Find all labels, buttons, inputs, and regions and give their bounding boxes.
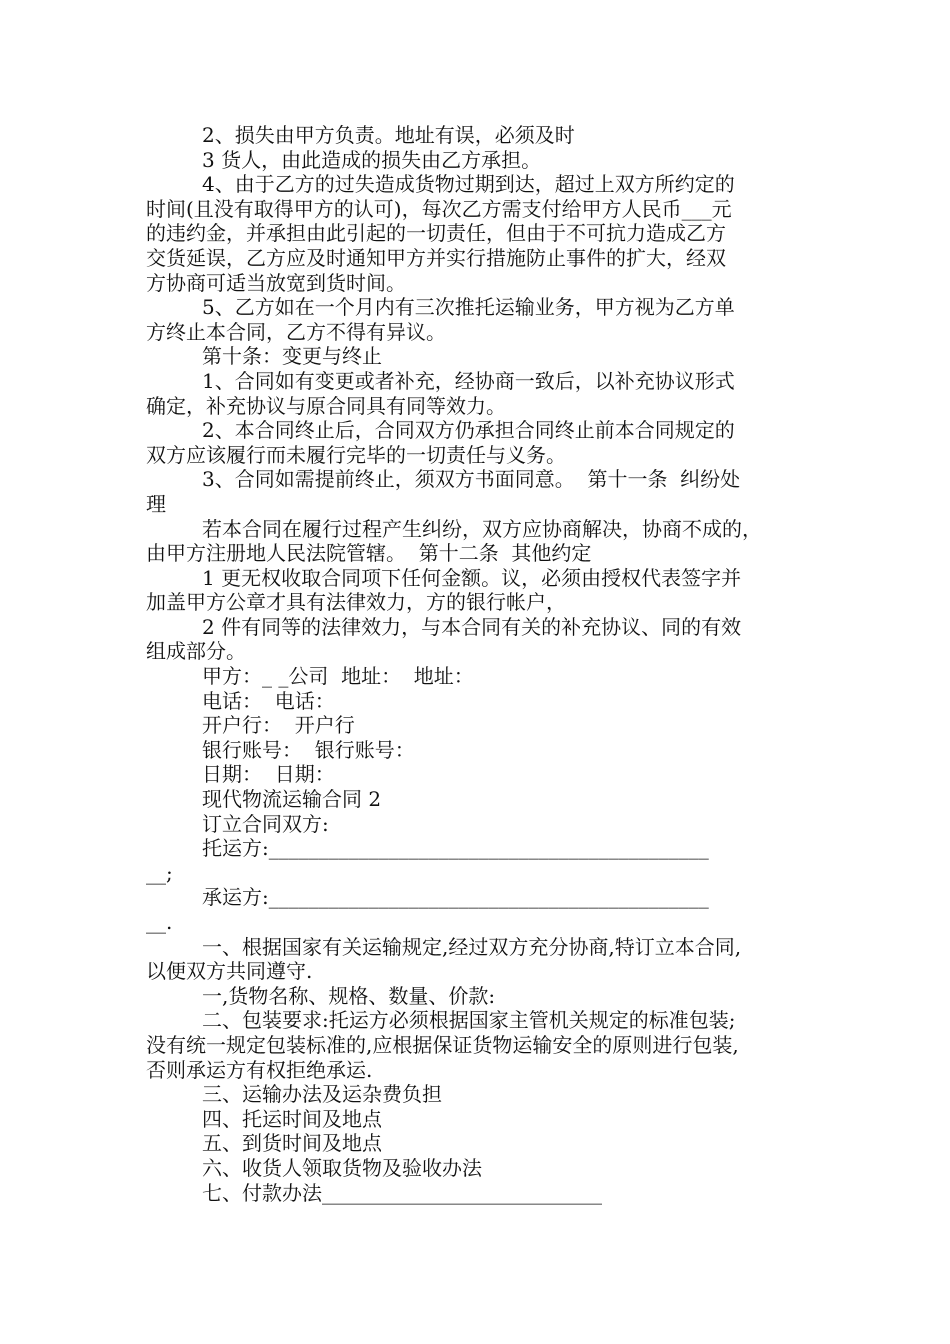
text-line: 加盖甲方公章才具有法律效力，方的银行帐户， <box>146 590 566 615</box>
text-line: 开户行： 开户行 <box>202 713 355 738</box>
document-body <box>146 123 816 1205</box>
text-line: 1、合同如有变更或者补充，经协商一致后，以补充协议形式 <box>202 368 735 393</box>
text-line: 时间(且没有取得甲方的认可)，每次乙方需支付给甲方人民币___元 <box>146 196 732 221</box>
text-line: 双方应该履行而未履行完毕的一切责任与义务。 <box>146 442 566 467</box>
text-line: 1 更无权收取合同项下任何金额。议，必须由授权代表签字并 <box>202 565 742 590</box>
text-line: 3、合同如需提前终止，须双方书面同意。 第十一条 纠纷处 <box>202 467 741 492</box>
text-line: __; <box>146 860 173 885</box>
text-line: 若本合同在履行过程产生纠纷，双方应协商解决，协商不成的， <box>202 516 762 541</box>
text-line: 二、包装要求:托运方必须根据国家主管机关规定的标准包装; <box>202 1008 736 1033</box>
text-line: 的违约金，并承担由此引起的一切责任，但由于不可抗力造成乙方 <box>146 221 726 246</box>
text-line: 第十条：变更与终止 <box>202 344 382 369</box>
text-line: 理 <box>146 491 166 516</box>
text-line: 承运方:____________________________________________ <box>202 885 709 910</box>
text-line: 没有统一规定包装标准的,应根据保证货物运输安全的原则进行包装, <box>146 1032 739 1057</box>
text-line: 托运方:____________________________________________ <box>202 836 709 861</box>
text-line: 2、损失由甲方负责。地址有误，必须及时 <box>202 123 575 147</box>
text-line: 一、根据国家有关运输规定,经过双方充分协商,特订立本合同, <box>202 934 742 959</box>
text-line: 日期： 日期： <box>202 762 335 787</box>
text-line: 由甲方注册地人民法院管辖。 第十二条 其他约定 <box>146 541 592 566</box>
text-line: 否则承运方有权拒绝承运. <box>146 1057 373 1082</box>
text-line: 银行账号： 银行账号： <box>202 737 415 762</box>
text-line: 确定，补充协议与原合同具有同等效力。 <box>146 393 506 418</box>
text-line: 5、乙方如在一个月内有三次推托运输业务，甲方视为乙方单 <box>202 295 735 320</box>
text-line: 四、托运时间及地点 <box>202 1106 382 1131</box>
text-line: 六、收货人领取货物及验收办法 <box>202 1155 482 1180</box>
text-line: 一,货物名称、规格、数量、价款: <box>202 983 496 1008</box>
text-line: 方终止本合同，乙方不得有异议。 <box>146 319 446 344</box>
text-line: 三、运输办法及运杂费负担 <box>202 1082 442 1107</box>
document-page <box>146 123 816 1205</box>
text-line: 电话： 电话： <box>202 688 335 713</box>
text-line: 2、本合同终止后，合同双方仍承担合同终止前本合同规定的 <box>202 418 735 443</box>
text-line: 2 件有同等的法律效力，与本合同有关的补充协议、同的有效 <box>202 614 742 639</box>
text-line: 五、到货时间及地点 <box>202 1131 382 1156</box>
text-line: 以便双方共同遵守. <box>146 959 313 984</box>
text-line: 交货延误，乙方应及时通知甲方并实行措施防止事件的扩大，经双 <box>146 245 726 270</box>
text-line: 订立合同双方: <box>202 811 329 836</box>
text-line: 组成部分。 <box>146 639 246 664</box>
text-line: 方协商可适当放宽到货时间。 <box>146 270 406 295</box>
text-line: 七、付款办法____________________________ <box>202 1180 602 1205</box>
text-line: 3 货人，由此造成的损失由乙方承担。 <box>202 147 542 172</box>
text-line: 甲方：_ _公司 地址： 地址： <box>202 664 474 689</box>
text-line: __. <box>146 910 173 934</box>
text-line: 现代物流运输合同 2 <box>202 787 382 812</box>
text-line: 4、由于乙方的过失造成货物过期到达，超过上双方所约定的 <box>202 172 735 197</box>
